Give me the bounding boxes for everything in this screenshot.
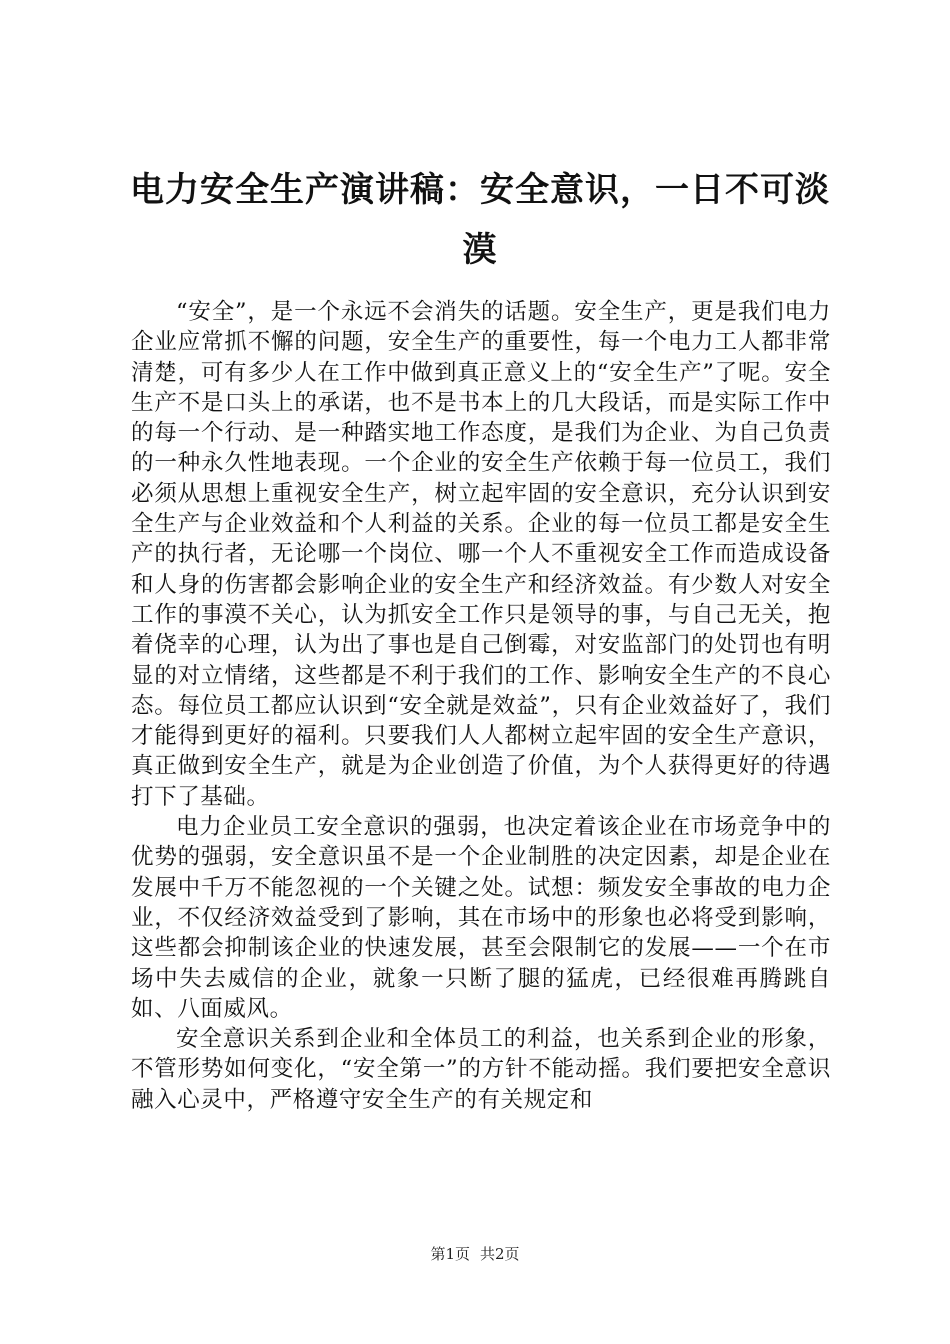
page-number: 第1页 bbox=[430, 1245, 470, 1263]
document-body bbox=[131, 297, 831, 1115]
paragraph-1: “安全”，是一个永远不会消失的话题。安全生产，更是我们电力企业应常抓不懈的问题，安全生产的重要性，每一个电力工人都非常清楚，可有多少人在工作中做到真正意义上的“安全生产”了呢。安全生产不是口头上的承诺，也不是书本上的几大段话，而是实际工作中的每一个行动、是一种踏实地工作态度，是我们为企业、为自己负责的一种永久性地表现。一个企业的安全生产依赖于每一位员工，我们必须从思想上重视安全生产，树立起牢固的安全意识，充分认识到安全生产与企业效益和个人利益的关系。企业的每一位员工都是安全生产的执行者，无论哪一个岗位、哪一个人不重视安全工作而造成设备和人身的伤害都会影响企业的安全生产和经济效益。有少数人对安全工作的事漠不关心，认为抓安全工作只是领导的事，与自己无关，抱着侥幸的心理，认为出了事也是自己倒霉，对安监部门的处罚也有明显的对立情绪，这些都是不利于我们的工作、影响安全生产的不良心态。每位员工都应认识到“安全就是效益”，只有企业效益好了，我们才能得到更好的福利。只要我们人人都树立起牢固的安全生产意识，真正做到安全生产，就是为企业创造了价值，为个人获得更好的待遇打下了基础。 bbox=[131, 299, 831, 810]
paragraph-2: 电力企业员工安全意识的强弱，也决定着该企业在市场竞争中的优势的强弱，安全意识虽不是一个企业制胜的决定因素，却是企业在发展中千万不能忽视的一个关键之处。试想：频发安全事故的电力企业，不仅经济效益受到了影响，其在市场中的形象也必将受到影响，这些都会抑制该企业的快速发展，甚至会限制它的发展——一个在市场中失去威信的企业，就象一只断了腿的猛虎，已经很难再腾跳自如、八面威风。 bbox=[131, 814, 831, 1022]
paragraph-3: 安全意识关系到企业和全体员工的利益，也关系到企业的形象，不管形势如何变化，“安全第一”的方针不能动摇。我们要把安全意识融入心灵中，严格遵守安全生产的有关规定和 bbox=[131, 1026, 831, 1113]
page-footer bbox=[0, 1244, 950, 1264]
page-total: 共2页 bbox=[480, 1245, 520, 1263]
document-title: 电力安全生产演讲稿：安全意识，一日不可淡漠 bbox=[130, 170, 830, 270]
